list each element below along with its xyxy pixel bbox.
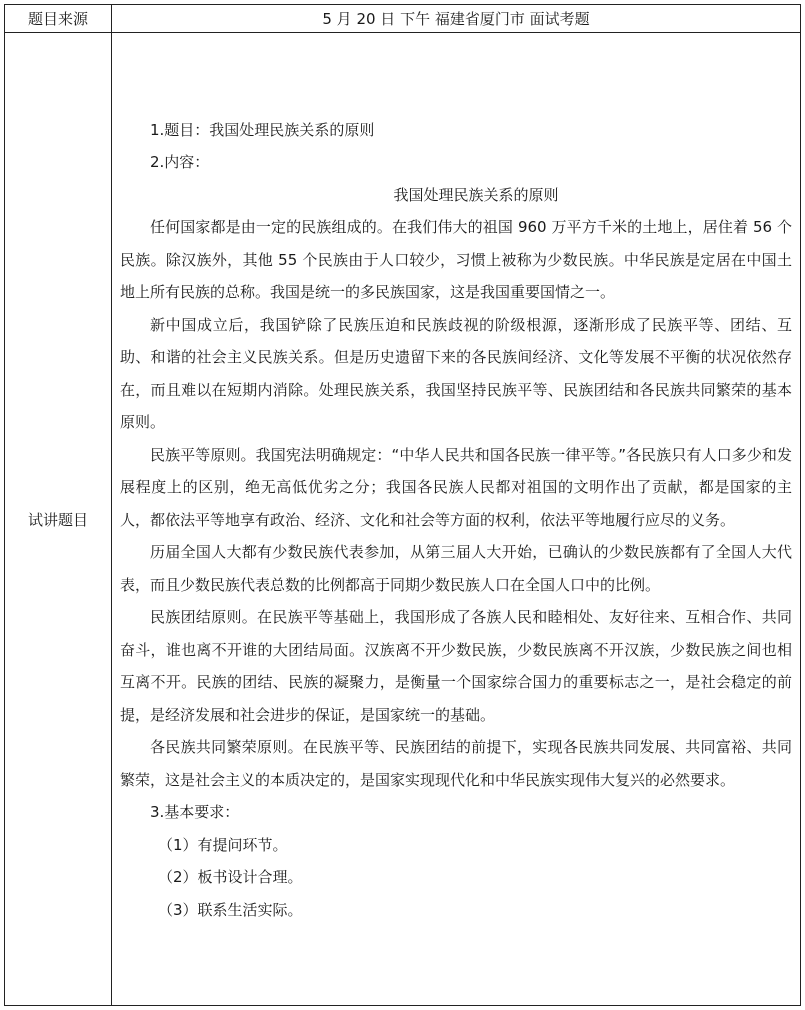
source-row	[5, 5, 801, 33]
paragraph-5: 民族团结原则。在民族平等基础上，我国形成了各族人民和睦相处、友好往来、互相合作、共同奋斗，谁也离不开谁的大团结局面。汉族离不开少数民族，少数民族离不开汉族，少数民族之间也相互离不开。民族的团结、民族的凝聚力，是衡量一个国家综合国力的重要标志之一，是社会稳定的前提，是经济发展和社会进步的保证，是国家统一的基础。	[120, 608, 792, 724]
topic-row	[5, 33, 801, 1006]
topic-label: 试讲题目	[5, 33, 112, 1006]
source-label: 题目来源	[5, 5, 112, 33]
paragraph-4: 历届全国人大都有少数民族代表参加，从第三届人大开始，已确认的少数民族都有了全国人大代表，而且少数民族代表总数的比例都高于同期少数民族人口在全国人口中的比例。	[120, 543, 792, 594]
requirements-label: 3.基本要求：	[150, 803, 240, 822]
requirement-item-2: （2）板书设计合理。	[158, 868, 303, 887]
paragraph-2: 新中国成立后，我国铲除了民族压迫和民族歧视的阶级根源，逐渐形成了民族平等、团结、互助、和谐的社会主义民族关系。但是历史遗留下来的各民族间经济、文化等发展不平衡的状况依然存在，而且难以在短期内消除。处理民族关系，我国坚持民族平等、民族团结和各民族共同繁荣的基本原则。	[120, 315, 792, 432]
topic-content	[112, 33, 801, 1006]
paragraph-6: 各民族共同繁荣原则。在民族平等、民族团结的前提下，实现各民族共同发展、共同富裕、共同繁荣，这是社会主义的本质决定的，是国家实现现代化和中华民族实现伟大复兴的必然要求。	[120, 738, 792, 789]
exam-table	[4, 4, 801, 1006]
article-title: 我国处理民族关系的原则	[393, 185, 559, 204]
content-line: 2.内容：	[150, 153, 210, 172]
paragraph-1: 任何国家都是由一定的民族组成的。在我们伟大的祖国 960 万平方千米的土地上，居住着 56 个民族。除汉族外，其他 55 个民族由于人口较少，习惯上被称为少数民族。中华民族是定居在中国土地上所有民族的总称。我国是统一的多民族国家，这是我国重要国情之一。	[120, 218, 792, 302]
requirement-item-3: （3）联系生活实际。	[158, 900, 303, 919]
source-value: 5 月 20 日 下午 福建省厦门市 面试考题	[112, 5, 801, 33]
paragraph-3: 民族平等原则。我国宪法明确规定：“中华人民共和国各民族一律平等。”各民族只有人口多少和发展程度上的区别，绝无高低优劣之分；我国各民族人民都对祖国的文明作出了贡献，都是国家的主人，都依法平等地享有政治、经济、文化和社会等方面的权利，依法平等地履行应尽的义务。	[120, 445, 792, 529]
topic-line: 1.题目：我国处理民族关系的原则	[150, 120, 375, 139]
requirement-item-1: （1）有提问环节。	[158, 835, 288, 854]
